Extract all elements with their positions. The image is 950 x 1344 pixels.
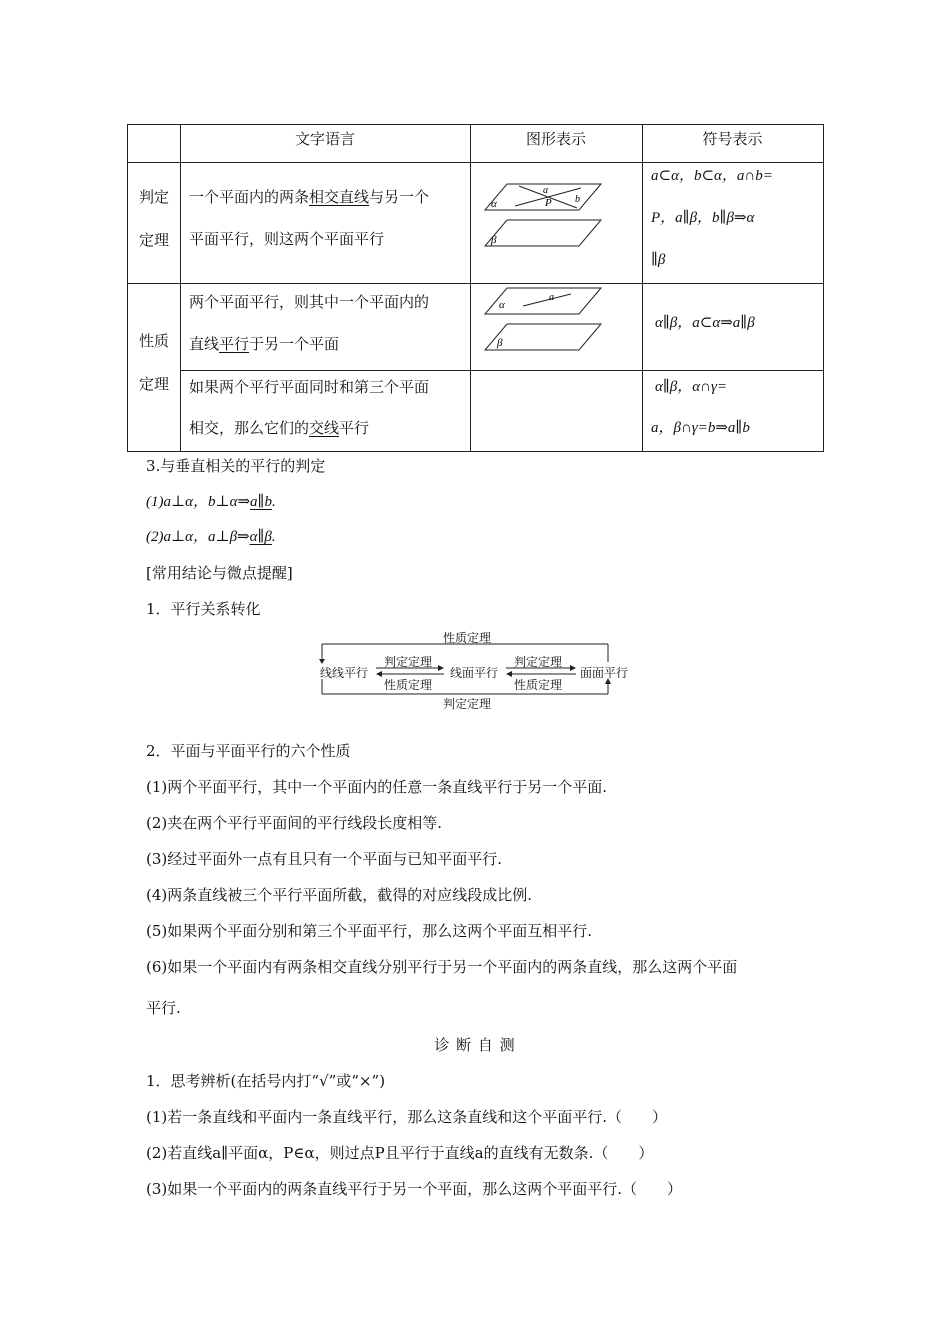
header-text-language: 文字语言 [294, 130, 355, 148]
header-figure: 图形表示 [525, 130, 586, 148]
table-row-divider [127, 162, 824, 163]
row1-label-bottom: 定理 [139, 231, 170, 249]
row3-text-line2: 相交，那么它们的交线平行 [189, 419, 370, 437]
row1-symbol-line1: a⊂α，b⊂α，a∩b= [651, 168, 773, 184]
row2-label-top: 性质 [139, 332, 170, 350]
fig-label-beta: β [497, 337, 503, 349]
table-border-left [127, 124, 128, 452]
row2-text-line1: 两个平面平行，则其中一个平面内的 [189, 293, 430, 311]
row1-text-line2: 平面平行，则这两个平面平行 [189, 230, 385, 248]
self-test-heading: 诊 断 自 测 [434, 1036, 516, 1054]
parallel-planes-judgment-figure [479, 176, 639, 256]
underline-answer: α∥β [249, 529, 272, 545]
conclusions-item1: 1．平行关系转化 [146, 600, 261, 618]
row1-symbol-line2: P，a∥β，b∥β⇒α [651, 210, 755, 226]
flow-arrow2-bottom-label: 性质定理 [514, 678, 563, 692]
section3-item2: (2)a⊥α，a⊥β⇒α∥β. [146, 529, 276, 545]
header-symbol: 符号表示 [702, 130, 763, 148]
underline-answer: 相交直线 [309, 188, 370, 206]
conclusions-heading: [常用结论与微点提醒] [146, 564, 293, 582]
property-item: (4)两条直线被三个平行平面所截，截得的对应线段成比例. [146, 886, 533, 904]
properties-title: 2．平面与平面平行的六个性质 [146, 742, 351, 760]
property-item: (6)如果一个平面内有两条相交直线分别平行于另一个平面内的两条直线，那么这两个平面 [146, 958, 738, 976]
self-test-item: (1)若一条直线和平面内一条直线平行，那么这条直线和这个平面平行.（ ） [146, 1108, 668, 1126]
fig-label-a: a [549, 292, 554, 303]
table-border-right [823, 124, 824, 452]
fig-label-P: P [545, 197, 552, 209]
property-item: (3)经过平面外一点有且只有一个平面与已知平面平行. [146, 850, 503, 868]
section3-title: 3.与垂直相关的平行的判定 [146, 457, 326, 475]
flow-arrow2-top-label: 判定定理 [514, 655, 563, 669]
flow-top-label: 性质定理 [443, 631, 492, 645]
flow-arrow1-top-label: 判定定理 [384, 655, 433, 669]
flow-bottom-label: 判定定理 [443, 697, 492, 711]
table-row-divider [127, 283, 824, 284]
underline-answer: 平行 [219, 335, 250, 353]
fig-label-b: b [575, 194, 580, 205]
property-item-continuation: 平行. [146, 999, 181, 1017]
row2-symbol: α∥β，a⊂α⇒a∥β [655, 315, 755, 331]
row2-text-line2: 直线平行于另一个平面 [189, 335, 340, 353]
table-col-divider [642, 124, 643, 452]
row1-symbol-line3: ∥β [651, 252, 666, 268]
parallel-relation-flow-diagram [318, 628, 636, 710]
flow-node-line-line: 线线平行 [320, 666, 369, 680]
self-test-item: (2)若直线a∥平面α，P∈α，则过点P且平行于直线a的直线有无数条.（ ） [146, 1144, 654, 1162]
section3-item1: (1)a⊥α，b⊥α⇒a∥b. [146, 494, 276, 510]
row2-label-bottom: 定理 [139, 375, 170, 393]
fig-label-alpha: α [491, 198, 497, 210]
underline-answer: 交线 [309, 419, 340, 437]
table-col-divider [470, 124, 471, 452]
table-col-divider [180, 124, 181, 452]
table-row-divider [180, 370, 823, 371]
fig-label-a: a [543, 185, 548, 196]
self-test-item: (3)如果一个平面内的两条直线平行于另一个平面，那么这两个平面平行.（ ） [146, 1180, 683, 1198]
fig-label-beta: β [491, 234, 497, 246]
row3-text-line1: 如果两个平行平面同时和第三个平面 [189, 378, 430, 396]
fig-label-alpha: α [499, 299, 505, 311]
self-test-question1: 1．思考辨析(在括号内打“√”或“×”) [146, 1072, 386, 1090]
row3-symbol-line2: a，β∩γ=b⇒a∥b [651, 420, 750, 436]
parallel-planes-property-figure [479, 284, 639, 359]
table-border-bottom [127, 451, 824, 452]
row1-text-line1: 一个平面内的两条相交直线与另一个 [189, 188, 430, 206]
underline-answer: a∥b [250, 494, 272, 510]
flow-node-plane-plane: 面面平行 [580, 666, 629, 680]
flow-arrow1-bottom-label: 性质定理 [384, 678, 433, 692]
table-border-top [127, 124, 824, 125]
property-item: (1)两个平面平行，其中一个平面内的任意一条直线平行于另一个平面. [146, 778, 608, 796]
flow-node-line-plane: 线面平行 [450, 666, 499, 680]
property-item: (5)如果两个平面分别和第三个平面平行，那么这两个平面互相平行. [146, 922, 593, 940]
row1-label-top: 判定 [139, 188, 170, 206]
property-item: (2)夹在两个平行平面间的平行线段长度相等. [146, 814, 443, 832]
row3-symbol-line1: α∥β，α∩γ= [655, 379, 728, 395]
theorem-table [127, 124, 824, 452]
